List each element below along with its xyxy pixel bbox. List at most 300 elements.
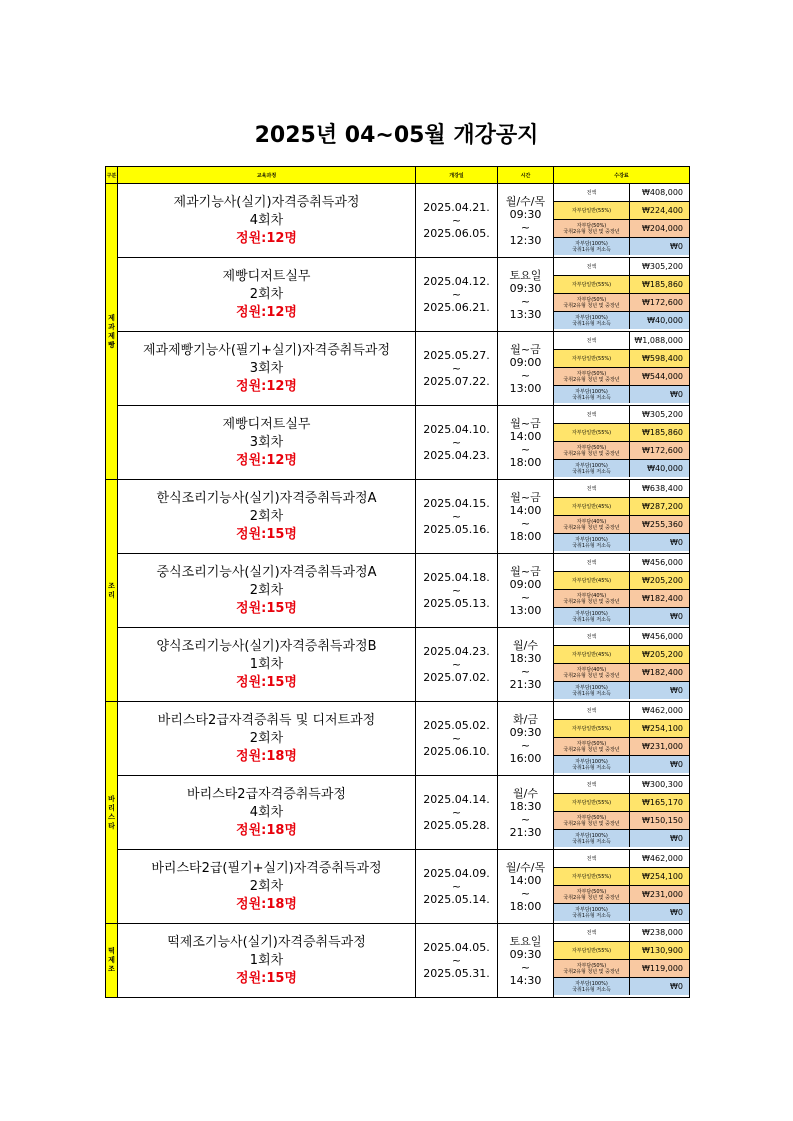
fee-table: [554, 406, 689, 477]
course-cell: [118, 628, 416, 702]
fee-value: ₩182,400: [630, 664, 690, 682]
fee-row: [554, 904, 689, 922]
fee-label: 자부담(100%) 국취1유형 저소득: [554, 978, 630, 996]
fee-row: [554, 480, 689, 498]
time-cell: [498, 702, 554, 776]
fee-row: [554, 460, 689, 478]
fee-value: ₩224,400: [630, 202, 690, 220]
date-tilde: ~: [451, 954, 462, 967]
date-tilde: ~: [451, 880, 462, 893]
fee-value: ₩150,150: [630, 812, 690, 830]
date-cell: [416, 184, 498, 258]
course-name: 제과기능사(실기)자격증취득과정: [173, 194, 360, 210]
fee-label: 자부담(100%) 국취1유형 저소득: [554, 682, 630, 700]
header-category: 구분: [106, 167, 118, 184]
fee-row: [554, 682, 689, 700]
date-cell: [416, 406, 498, 480]
fee-cell: [554, 480, 690, 554]
fee-row: [554, 794, 689, 812]
category-cell: [106, 924, 118, 998]
end-date: 2025.07.02.: [423, 671, 490, 684]
fee-value: ₩456,000: [630, 628, 690, 646]
fee-cell: [554, 776, 690, 850]
fee-value: ₩0: [630, 386, 690, 404]
fee-table: [554, 258, 689, 329]
fee-value: ₩205,200: [630, 646, 690, 664]
date-cell: [416, 702, 498, 776]
end-time: 12:30: [509, 233, 542, 247]
time-cell: [498, 776, 554, 850]
course-session: 1회차: [249, 656, 284, 672]
fee-label: 자부담(50%) 국취2유형 청년 및 중장년: [554, 960, 630, 978]
end-time: 21:30: [509, 677, 542, 691]
course-session: 4회차: [249, 212, 284, 228]
fee-value: ₩40,000: [630, 460, 690, 478]
class-days: 월~금: [510, 342, 541, 356]
fee-row: [554, 942, 689, 960]
date-tilde: ~: [451, 584, 462, 597]
course-capacity: 정원:12명: [236, 230, 297, 246]
course-session: 2회차: [249, 286, 284, 302]
start-date: 2025.04.23.: [423, 645, 490, 658]
fee-row: [554, 406, 689, 424]
start-date: 2025.04.12.: [423, 275, 490, 288]
end-time: 13:30: [509, 307, 542, 321]
fee-row: [554, 978, 689, 996]
time-cell: [498, 850, 554, 924]
time-cell: [498, 406, 554, 480]
table-row: [106, 924, 690, 998]
table-row: [106, 776, 690, 850]
course-name: 제빵디저트실무: [222, 416, 311, 432]
start-time: 09:30: [509, 947, 542, 961]
course-name: 양식조리기능사(실기)자격증취득과정B: [156, 638, 377, 654]
fee-row: [554, 572, 689, 590]
fee-row: [554, 608, 689, 626]
header-date: 개강일: [416, 167, 498, 184]
course-capacity: 정원:18명: [236, 896, 297, 912]
header-time: 시간: [498, 167, 554, 184]
fee-label: 자부담(100%) 국취1유형 저소득: [554, 756, 630, 774]
course-cell: [118, 258, 416, 332]
start-time: 09:30: [509, 281, 542, 295]
course-cell: [118, 332, 416, 406]
course-name: 바리스타2급자격증취득 및 디저트과정: [157, 712, 376, 728]
end-date: 2025.05.28.: [423, 819, 490, 832]
fee-row: [554, 830, 689, 848]
fee-row: [554, 368, 689, 386]
fee-label: 전액: [554, 554, 630, 572]
fee-value: ₩0: [630, 238, 690, 256]
fee-row: [554, 350, 689, 368]
fee-table: [554, 702, 689, 773]
fee-label: 자부담(40%) 국취2유형 청년 및 중장년: [554, 516, 630, 534]
course-session: 2회차: [249, 582, 284, 598]
date-cell: [416, 332, 498, 406]
fee-label: 자부담일반(55%): [554, 720, 630, 738]
start-time: 09:30: [509, 725, 542, 739]
fee-label: 자부담일반(45%): [554, 498, 630, 516]
class-days: 월/수/목: [505, 860, 546, 874]
fee-label: 자부담(50%) 국취2유형 청년 및 중장년: [554, 368, 630, 386]
fee-label: 자부담(50%) 국취2유형 청년 및 중장년: [554, 738, 630, 756]
course-name: 중식조리기능사(실기)자격증취득과정A: [156, 564, 377, 580]
start-time: 14:00: [509, 873, 542, 887]
time-tilde: ~: [520, 960, 531, 974]
fee-value: ₩255,360: [630, 516, 690, 534]
time-cell: [498, 258, 554, 332]
class-days: 토요일: [509, 268, 542, 282]
fee-row: [554, 886, 689, 904]
time-cell: [498, 628, 554, 702]
fee-value: ₩305,200: [630, 406, 690, 424]
start-time: 09:00: [509, 577, 542, 591]
fee-label: 자부담(50%) 국취2유형 청년 및 중장년: [554, 294, 630, 312]
fee-label: 자부담(50%) 국취2유형 청년 및 중장년: [554, 812, 630, 830]
fee-label: 자부담일반(45%): [554, 572, 630, 590]
fee-label: 자부담(100%) 국취1유형 저소득: [554, 608, 630, 626]
time-cell: [498, 480, 554, 554]
course-session: 2회차: [249, 730, 284, 746]
time-tilde: ~: [520, 442, 531, 456]
table-row: [106, 332, 690, 406]
start-time: 14:00: [509, 503, 542, 517]
fee-label: 자부담(100%) 국취1유형 저소득: [554, 534, 630, 552]
fee-cell: [554, 184, 690, 258]
fee-value: ₩231,000: [630, 738, 690, 756]
fee-label: 자부담(100%) 국취1유형 저소득: [554, 238, 630, 256]
course-session: 2회차: [249, 508, 284, 524]
end-date: 2025.04.23.: [423, 449, 490, 462]
start-date: 2025.04.05.: [423, 941, 490, 954]
category-char: 제: [108, 956, 115, 964]
time-tilde: ~: [520, 886, 531, 900]
start-time: 18:30: [509, 651, 542, 665]
date-tilde: ~: [451, 214, 462, 227]
fee-table: [554, 628, 689, 699]
fee-label: 자부담(40%) 국취2유형 청년 및 중장년: [554, 664, 630, 682]
fee-label: 전액: [554, 406, 630, 424]
table-row: [106, 184, 690, 258]
fee-row: [554, 590, 689, 608]
fee-label: 전액: [554, 628, 630, 646]
date-cell: [416, 628, 498, 702]
fee-row: [554, 702, 689, 720]
table-header-row: [106, 167, 690, 184]
fee-table: [554, 924, 689, 995]
category-char: 과: [108, 322, 115, 331]
fee-table: [554, 184, 689, 255]
table-row: [106, 258, 690, 332]
page-title: 2025년 04~05월 개강공지: [254, 123, 539, 148]
fee-label: 자부담일반(55%): [554, 202, 630, 220]
date-tilde: ~: [451, 658, 462, 671]
fee-value: ₩408,000: [630, 184, 690, 202]
fee-label: 자부담(50%) 국취2유형 청년 및 중장년: [554, 886, 630, 904]
class-days: 월/수: [513, 638, 538, 652]
fee-label: 전액: [554, 480, 630, 498]
category-cell: [106, 184, 118, 480]
time-tilde: ~: [520, 294, 531, 308]
course-session: 3회차: [249, 360, 284, 376]
fee-cell: [554, 628, 690, 702]
fee-label: 전액: [554, 702, 630, 720]
fee-cell: [554, 554, 690, 628]
end-time: 18:00: [509, 455, 542, 469]
start-date: 2025.04.21.: [423, 201, 490, 214]
fee-cell: [554, 332, 690, 406]
time-cell: [498, 924, 554, 998]
time-tilde: ~: [520, 516, 531, 530]
course-capacity: 정원:18명: [236, 748, 297, 764]
fee-row: [554, 812, 689, 830]
course-capacity: 정원:15명: [236, 674, 297, 690]
fee-row: [554, 276, 689, 294]
fee-value: ₩185,860: [630, 424, 690, 442]
start-date: 2025.04.18.: [423, 571, 490, 584]
course-session: 3회차: [249, 434, 284, 450]
time-tilde: ~: [520, 812, 531, 826]
fee-row: [554, 924, 689, 942]
fee-row: [554, 628, 689, 646]
start-time: 09:30: [509, 207, 542, 221]
course-capacity: 정원:12명: [236, 304, 297, 320]
date-cell: [416, 554, 498, 628]
fee-row: [554, 554, 689, 572]
fee-value: ₩0: [630, 756, 690, 774]
date-tilde: ~: [451, 436, 462, 449]
fee-value: ₩0: [630, 534, 690, 552]
date-cell: [416, 850, 498, 924]
course-cell: [118, 850, 416, 924]
course-capacity: 정원:15명: [236, 600, 297, 616]
category-char: 리: [108, 803, 115, 812]
fee-value: ₩638,400: [630, 480, 690, 498]
course-capacity: 정원:12명: [236, 378, 297, 394]
fee-row: [554, 664, 689, 682]
course-capacity: 정원:15명: [236, 526, 297, 542]
course-session: 1회차: [249, 952, 284, 968]
fee-cell: [554, 850, 690, 924]
fee-label: 자부담일반(55%): [554, 794, 630, 812]
fee-row: [554, 776, 689, 794]
start-date: 2025.04.15.: [423, 497, 490, 510]
fee-cell: [554, 702, 690, 776]
fee-label: 자부담(50%) 국취2유형 청년 및 중장년: [554, 220, 630, 238]
course-name: 떡제조기능사(실기)자격증취득과정: [167, 934, 366, 950]
time-cell: [498, 332, 554, 406]
fee-label: 자부담(100%) 국취1유형 저소득: [554, 312, 630, 330]
table-row: [106, 554, 690, 628]
fee-value: ₩598,400: [630, 350, 690, 368]
date-tilde: ~: [451, 732, 462, 745]
fee-label: 자부담일반(45%): [554, 646, 630, 664]
time-tilde: ~: [520, 738, 531, 752]
fee-row: [554, 960, 689, 978]
end-time: 21:30: [509, 825, 542, 839]
fee-row: [554, 424, 689, 442]
class-days: 월/수: [513, 786, 538, 800]
header-course: 교육과정: [118, 167, 416, 184]
category-cell: [106, 702, 118, 924]
category-cell: [106, 480, 118, 702]
course-session: 4회차: [249, 804, 284, 820]
fee-value: ₩172,600: [630, 294, 690, 312]
fee-label: 자부담일반(55%): [554, 350, 630, 368]
fee-value: ₩0: [630, 608, 690, 626]
fee-row: [554, 720, 689, 738]
fee-row: [554, 386, 689, 404]
category-char: 타: [108, 821, 115, 830]
category-char: 제: [108, 313, 115, 322]
category-char: 빵: [108, 340, 115, 349]
date-tilde: ~: [451, 510, 462, 523]
date-cell: [416, 480, 498, 554]
category-char: 조: [108, 581, 115, 590]
fee-value: ₩0: [630, 682, 690, 700]
category-char: 리: [108, 590, 115, 599]
time-cell: [498, 554, 554, 628]
fee-value: ₩40,000: [630, 312, 690, 330]
fee-row: [554, 238, 689, 256]
fee-label: 자부담(100%) 국취1유형 저소득: [554, 904, 630, 922]
fee-label: 자부담(40%) 국취2유형 청년 및 중장년: [554, 590, 630, 608]
course-cell: [118, 924, 416, 998]
fee-row: [554, 184, 689, 202]
fee-label: 전액: [554, 184, 630, 202]
table-row: [106, 702, 690, 776]
fee-label: 자부담(100%) 국취1유형 저소득: [554, 386, 630, 404]
table-row: [106, 850, 690, 924]
course-capacity: 정원:15명: [236, 970, 297, 986]
start-time: 09:00: [509, 355, 542, 369]
fee-value: ₩205,200: [630, 572, 690, 590]
category-char: 바: [108, 794, 115, 803]
start-date: 2025.05.02.: [423, 719, 490, 732]
course-session: 2회차: [249, 878, 284, 894]
time-cell: [498, 184, 554, 258]
fee-value: ₩130,900: [630, 942, 690, 960]
course-name: 제빵디저트실무: [222, 268, 311, 284]
date-tilde: ~: [451, 362, 462, 375]
end-time: 14:30: [509, 973, 542, 987]
fee-row: [554, 258, 689, 276]
end-date: 2025.07.22.: [423, 375, 490, 388]
course-cell: [118, 554, 416, 628]
time-tilde: ~: [520, 590, 531, 604]
fee-table: [554, 480, 689, 551]
course-name: 제과제빵기능사(필기+실기)자격증취득과정: [142, 342, 391, 358]
table-row: [106, 628, 690, 702]
course-capacity: 정원:12명: [236, 452, 297, 468]
fee-value: ₩254,100: [630, 868, 690, 886]
fee-row: [554, 850, 689, 868]
course-cell: [118, 480, 416, 554]
fee-value: ₩462,000: [630, 702, 690, 720]
fee-label: 자부담일반(55%): [554, 942, 630, 960]
fee-row: [554, 516, 689, 534]
fee-cell: [554, 406, 690, 480]
course-name: 바리스타2급자격증취득과정: [187, 786, 346, 802]
course-capacity: 정원:18명: [236, 822, 297, 838]
fee-row: [554, 738, 689, 756]
fee-row: [554, 294, 689, 312]
fee-row: [554, 868, 689, 886]
fee-label: 자부담일반(55%): [554, 868, 630, 886]
end-time: 16:00: [509, 751, 542, 765]
class-days: 월~금: [510, 490, 541, 504]
fee-row: [554, 646, 689, 664]
end-date: 2025.06.05.: [423, 227, 490, 240]
fee-row: [554, 332, 689, 350]
end-date: 2025.05.13.: [423, 597, 490, 610]
fee-table: [554, 332, 689, 403]
fee-label: 자부담(100%) 국취1유형 저소득: [554, 460, 630, 478]
fee-value: ₩119,000: [630, 960, 690, 978]
fee-label: 자부담(100%) 국취1유형 저소득: [554, 830, 630, 848]
end-date: 2025.05.16.: [423, 523, 490, 536]
fee-value: ₩544,000: [630, 368, 690, 386]
end-time: 18:00: [509, 899, 542, 913]
fee-row: [554, 442, 689, 460]
course-cell: [118, 406, 416, 480]
end-date: 2025.06.21.: [423, 301, 490, 314]
fee-row: [554, 220, 689, 238]
fee-value: ₩254,100: [630, 720, 690, 738]
fee-row: [554, 498, 689, 516]
fee-label: 전액: [554, 258, 630, 276]
fee-cell: [554, 924, 690, 998]
course-cell: [118, 702, 416, 776]
class-days: 토요일: [509, 934, 542, 948]
fee-label: 자부담일반(55%): [554, 276, 630, 294]
course-cell: [118, 776, 416, 850]
date-cell: [416, 776, 498, 850]
end-time: 13:00: [509, 603, 542, 617]
fee-value: ₩182,400: [630, 590, 690, 608]
table-row: [106, 480, 690, 554]
end-date: 2025.05.14.: [423, 893, 490, 906]
end-time: 13:00: [509, 381, 542, 395]
fee-label: 자부담(50%) 국취2유형 청년 및 중장년: [554, 442, 630, 460]
class-days: 화/금: [513, 712, 538, 726]
date-tilde: ~: [451, 288, 462, 301]
time-tilde: ~: [520, 664, 531, 678]
fee-value: ₩305,200: [630, 258, 690, 276]
date-cell: [416, 924, 498, 998]
category-char: 스: [108, 812, 115, 821]
fee-value: ₩165,170: [630, 794, 690, 812]
fee-value: ₩238,000: [630, 924, 690, 942]
end-date: 2025.06.10.: [423, 745, 490, 758]
fee-label: 전액: [554, 850, 630, 868]
fee-label: 자부담일반(55%): [554, 424, 630, 442]
course-name: 한식조리기능사(실기)자격증취득과정A: [156, 490, 377, 506]
start-date: 2025.05.27.: [423, 349, 490, 362]
class-days: 월~금: [510, 416, 541, 430]
start-time: 18:30: [509, 799, 542, 813]
category-char: 조: [108, 965, 115, 973]
date-tilde: ~: [451, 806, 462, 819]
fee-label: 전액: [554, 776, 630, 794]
start-date: 2025.04.09.: [423, 867, 490, 880]
end-time: 18:00: [509, 529, 542, 543]
fee-cell: [554, 258, 690, 332]
table-row: [106, 406, 690, 480]
class-days: 월/수/목: [505, 194, 546, 208]
fee-label: 전액: [554, 924, 630, 942]
fee-table: [554, 776, 689, 847]
